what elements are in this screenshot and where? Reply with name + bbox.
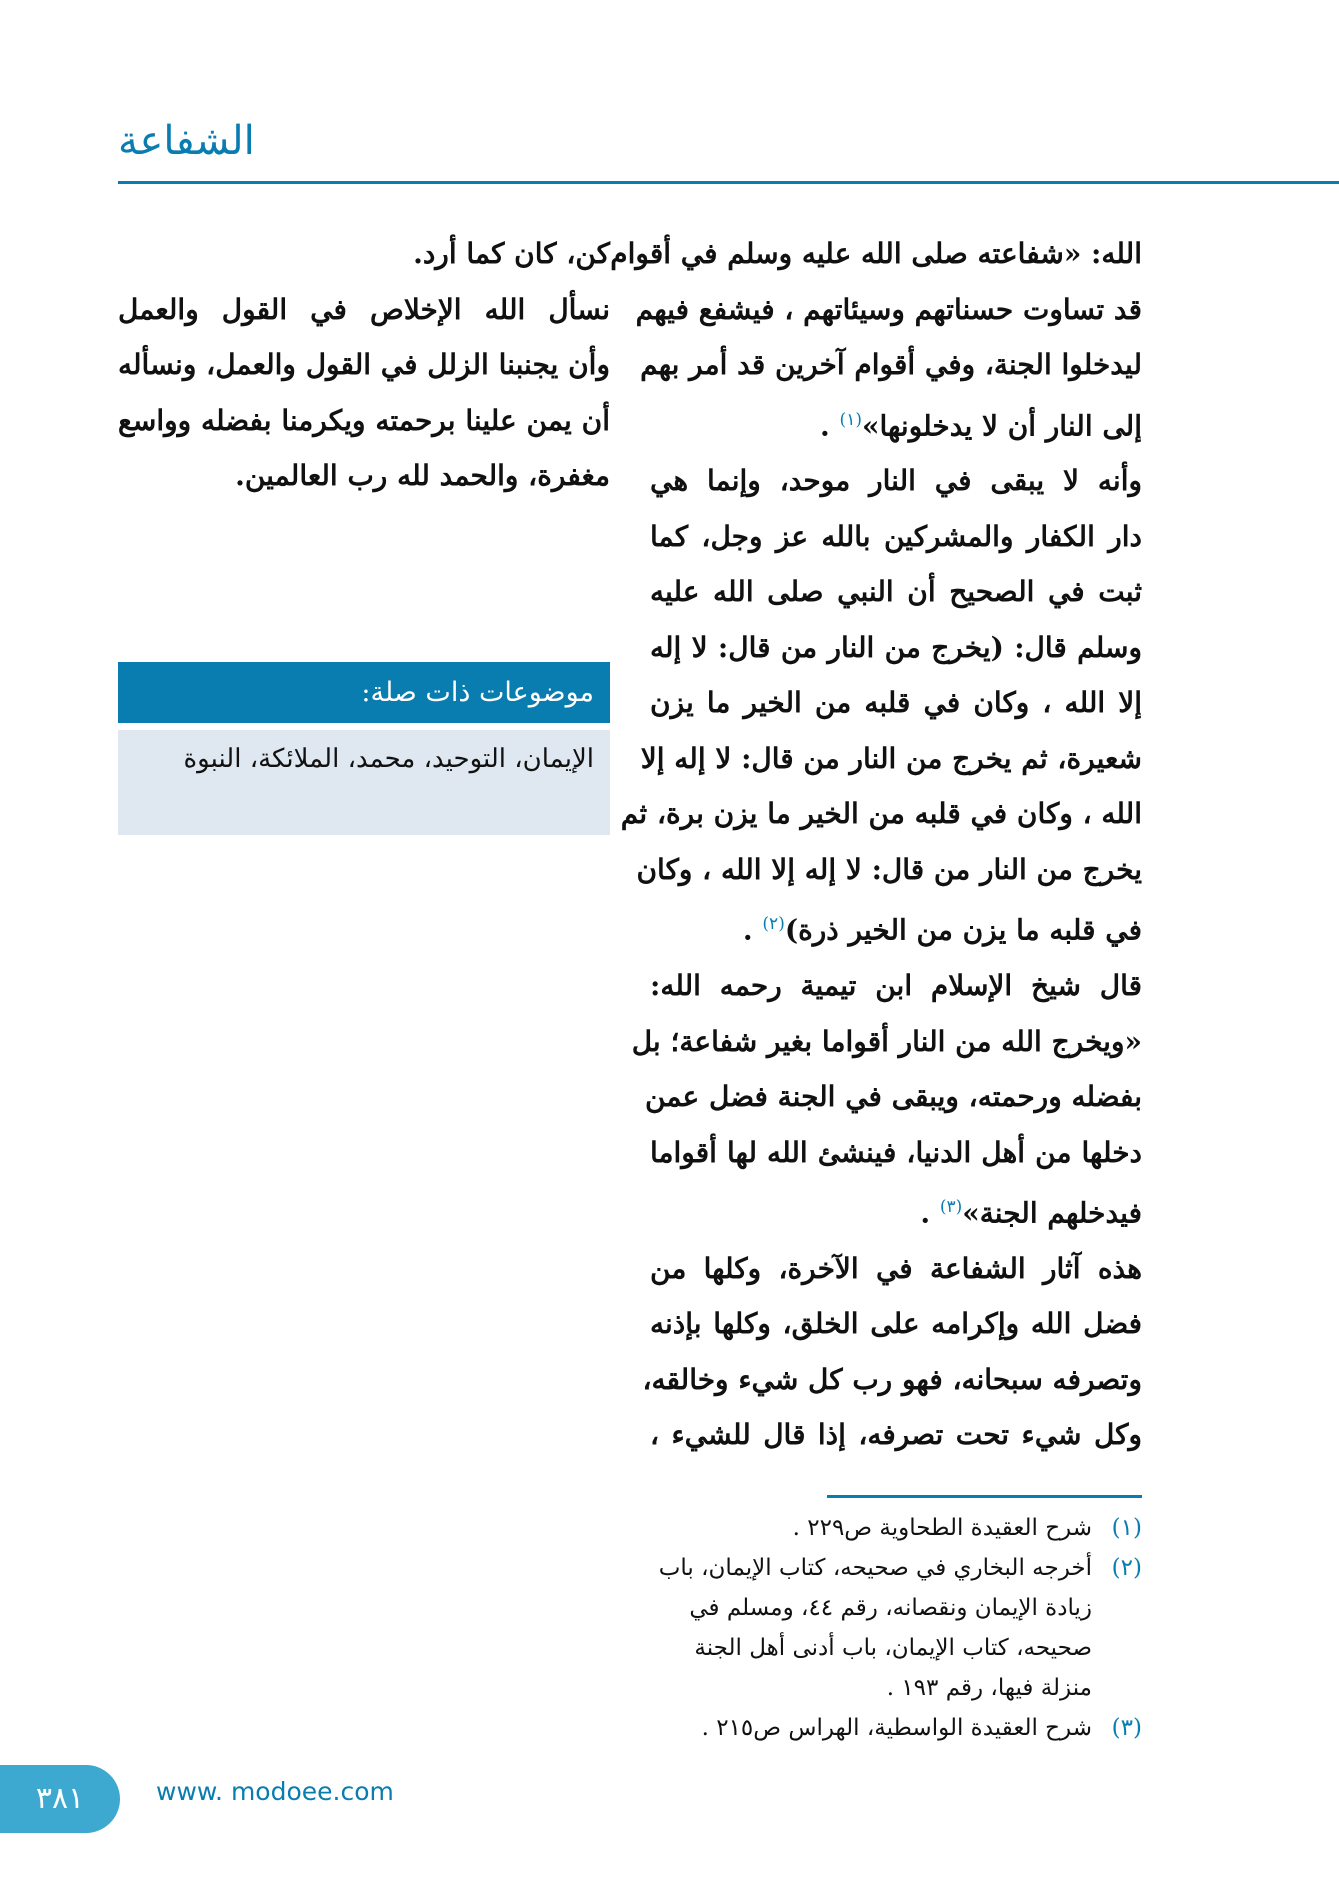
footnote — [650, 1508, 1142, 1548]
text-line: بفضله ورحمته، ويبقى في الجنة فضل عمن — [645, 1080, 1142, 1114]
website-link[interactable]: www. modoee.com — [156, 1777, 394, 1806]
footnotes — [650, 1508, 1142, 1748]
text-line: «ويخرج الله من النار أقواما بغير شفاعة؛ بل — [631, 1024, 1142, 1058]
text-fragment: في قلبه ما يزن من الخير ذرة) — [784, 913, 1142, 947]
main-text-column — [610, 226, 1142, 1463]
text-fragment: إلى النار أن لا يدخلونها» — [861, 408, 1142, 442]
related-topics-list[interactable]: الإيمان، التوحيد، محمد، الملائكة، النبوة — [118, 730, 610, 835]
text-line: في قلبه ما يزن من الخير ذرة)$^{(٢)}$ . — [742, 913, 1142, 947]
text-line: الله: «شفاعته صلى الله عليه وسلم في أقوام — [610, 237, 1142, 270]
chapter-title: الشفاعة — [118, 118, 255, 164]
footnote-text: شرح العقيدة الطحاوية ص٢٢٩ . — [792, 1515, 1092, 1541]
text-line: إلا الله ، وكان في قلبه من الخير ما يزن — [650, 686, 1142, 720]
text-line: نسأل الله الإخلاص في القول والعمل — [118, 292, 610, 326]
footnote-text: أخرجه البخاري في صحيحه، كتاب الإيمان، باب زيادة الإيمان ونقصانه، رقم ٤٤، ومسلم في صحيحه، كتاب الإيمان، باب أدنى أهل الجنة منزلة فيها، رقم ١٩٣ . — [658, 1555, 1092, 1701]
text-fragment: فيدخلهم الجنة» — [962, 1196, 1142, 1230]
header-rule — [118, 181, 1339, 184]
footnote-number: (١) — [1111, 1515, 1142, 1541]
footnote-number: (٣) — [1111, 1715, 1142, 1741]
text-line: وسلم قال: (يخرج من النار من قال: لا إله — [650, 630, 1142, 664]
text-line: الله ، وكان في قلبه من الخير ما يزن برة، ثم — [620, 797, 1142, 831]
text-line: وأنه لا يبقى في النار موحد، وإنما هي — [650, 464, 1142, 498]
period: . — [820, 408, 830, 442]
footnote-number: (٢) — [1111, 1555, 1142, 1581]
text-line: وأن يجنبنا الزلل في القول والعمل، ونسأله — [118, 348, 610, 381]
page-number: ٣٨١ — [0, 1765, 120, 1833]
left-text-column — [118, 226, 610, 504]
text-line: فضل الله وإكرامه على الخلق، وكلها بإذنه — [650, 1307, 1142, 1341]
footnote-ref[interactable]: (٢) — [762, 914, 785, 935]
text-line: كن، كان كما أرد. — [413, 237, 610, 270]
text-line: شعيرة، ثم يخرج من النار من قال: لا إله إلا — [640, 741, 1142, 775]
text-line: فيدخلهم الجنة»$^{(٣)}$ . — [920, 1196, 1142, 1230]
footnote — [650, 1548, 1142, 1708]
text-line: ثبت في الصحيح أن النبي صلى الله عليه — [650, 575, 1142, 609]
text-line: وتصرفه سبحانه، فهو رب كل شيء وخالقه، — [642, 1362, 1142, 1396]
text-line: قال شيخ الإسلام ابن تيمية رحمه الله: — [650, 969, 1142, 1003]
text-line: ليدخلوا الجنة، وفي أقوام آخرين قد أمر بهم — [640, 348, 1142, 381]
related-topics-heading: موضوعات ذات صلة: — [118, 662, 610, 723]
footnote — [650, 1708, 1142, 1748]
text-line: هذه آثار الشفاعة في الآخرة، وكلها من — [650, 1251, 1142, 1285]
footnote-ref[interactable]: (٣) — [939, 1197, 963, 1218]
text-line: مغفرة، والحمد لله رب العالمين. — [235, 459, 610, 492]
footnote-text: شرح العقيدة الواسطية، الهراس ص٢١٥ . — [701, 1715, 1092, 1741]
footnote-rule — [827, 1495, 1142, 1498]
text-line: أن يمن علينا برحمته ويكرمنا بفضله وواسع — [118, 403, 610, 437]
text-line: وكل شيء تحت تصرفه، إذا قال للشيء ، — [650, 1418, 1142, 1452]
footnote-ref[interactable]: (١) — [839, 409, 862, 430]
text-line: قد تساوت حسناتهم وسيئاتهم ، فيشفع فيهم — [635, 292, 1142, 326]
text-line: دخلها من أهل الدنيا، فينشئ الله لها أقواما — [650, 1135, 1142, 1169]
text-line — [650, 393, 1142, 454]
text-line: دار الكفار والمشركين بالله عز وجل، كما — [650, 519, 1142, 553]
text-line: يخرج من النار من قال: لا إله إلا الله ، وكان — [636, 852, 1142, 886]
